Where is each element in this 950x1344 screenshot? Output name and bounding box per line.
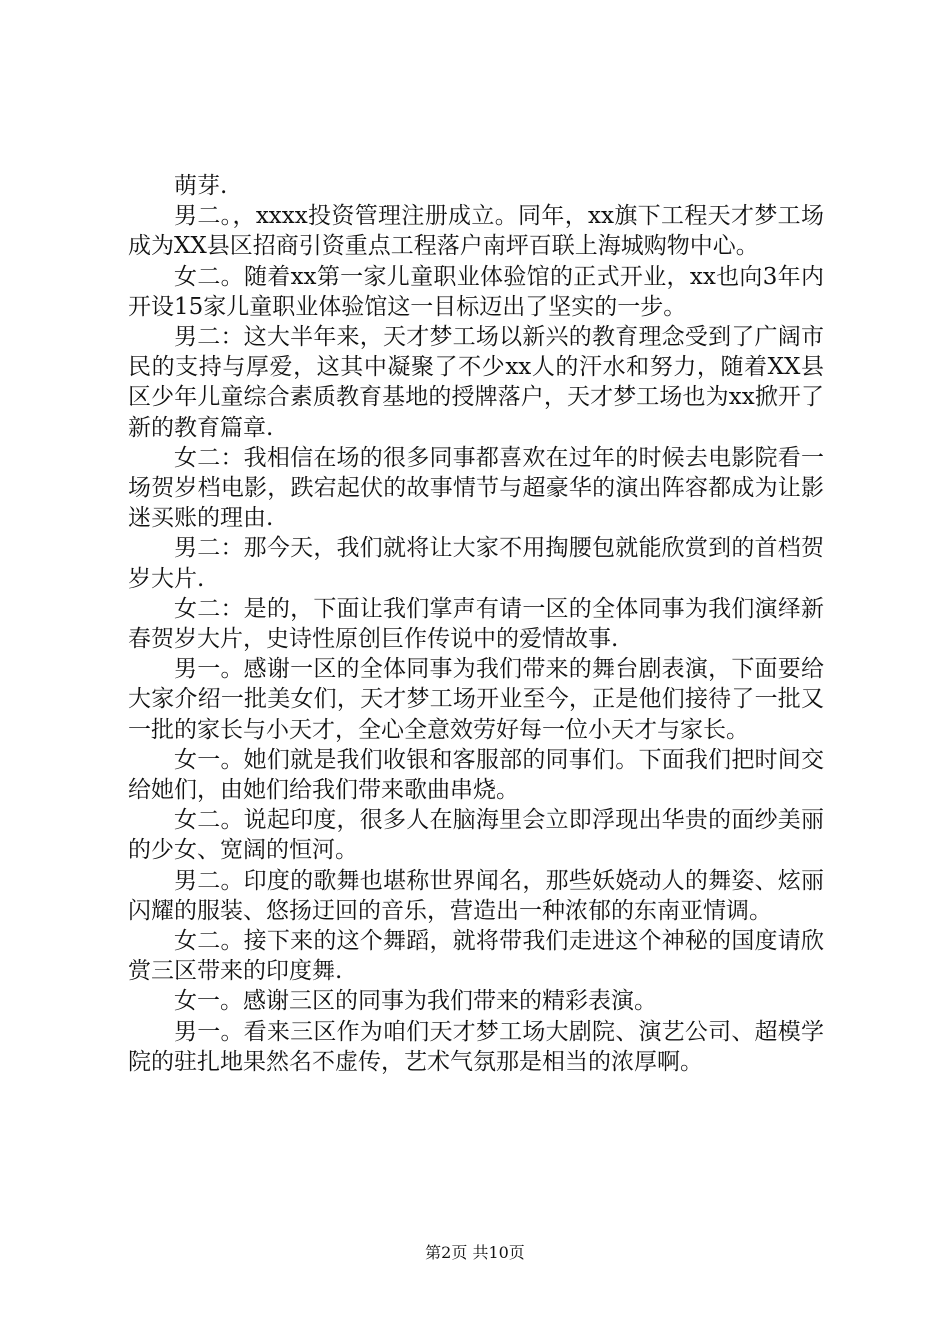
paragraph-2: 男二。，xxxx投资管理注册成立。同年，xx旗下工程天才梦工场成为XX县区招商引资重点工程落户南坪百联上海城购物中心。	[128, 203, 824, 260]
paragraph-1: 萌芽.	[174, 173, 228, 199]
paragraph-9: 女一。她们就是我们收银和客服部的同事们。下面我们把时间交给她们，由她们给我们带来歌曲串烧。	[128, 746, 824, 804]
page-footer	[0, 1243, 950, 1263]
paragraph-4: 男二：这大半年来，天才梦工场以新兴的教育理念受到了广阔市民的支持与厚爱，这其中凝聚了不少xx人的汗水和努力，随着XX县区少年儿童综合素质教育基地的授牌落户，天才梦工场也为xx掀开了新的教育篇章.	[128, 324, 824, 441]
paragraph-11: 男二。印度的歌舞也堪称世界闻名，那些妖娆动人的舞姿、炫丽闪耀的服装、悠扬迂回的音乐，营造出一种浓郁的东南亚情调。	[128, 867, 824, 924]
paragraph-7: 女二：是的，下面让我们掌声有请一区的全体同事为我们演绎新春贺岁大片，史诗性原创巨作传说中的爱情故事.	[128, 595, 824, 653]
paragraph-14: 男一。看来三区作为咱们天才梦工场大剧院、演艺公司、超模学院的驻扎地果然名不虚传，艺术气氛那是相当的浓厚啊。	[128, 1018, 824, 1075]
paragraph-5: 女二：我相信在场的很多同事都喜欢在过年的时候去电影院看一场贺岁档电影，跌宕起伏的故事情节与超豪华的演出阵容都成为让影迷买账的理由.	[128, 444, 824, 532]
document-body	[128, 171, 824, 1077]
paragraph-13: 女一。感谢三区的同事为我们带来的精彩表演。	[174, 988, 657, 1015]
paragraph-12: 女二。接下来的这个舞蹈，就将带我们走进这个神秘的国度请欣赏三区带来的印度舞.	[128, 928, 824, 985]
page-number-label: 第2页 共10页	[425, 1243, 525, 1262]
paragraph-3: 女二。随着xx第一家儿童职业体验馆的正式开业，xx也向3年内开设15家儿童职业体验馆这一目标迈出了坚实的一步。	[128, 263, 824, 320]
paragraph-6: 男二：那今天，我们就将让大家不用掏腰包就能欣赏到的首档贺岁大片.	[128, 535, 824, 592]
paragraph-10: 女二。说起印度，很多人在脑海里会立即浮现出华贵的面纱美丽的少女、宽阔的恒河。	[128, 807, 824, 864]
paragraph-8: 男一。感谢一区的全体同事为我们带来的舞台剧表演，下面要给大家介绍一批美女们，天才梦工场开业至今，正是他们接待了一批又一批的家长与小天才，全心全意效劳好每一位小天才与家长。	[128, 656, 824, 743]
